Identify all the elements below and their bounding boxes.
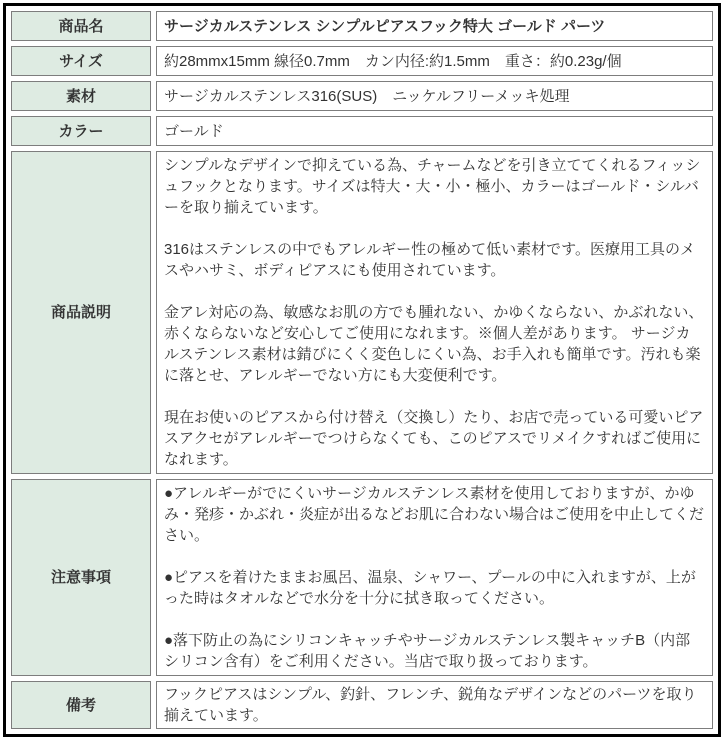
description-paragraph: 金アレ対応の為、敏感なお肌の方でも腫れない、かゆくならない、かぶれない、赤くならないなど安心してご使用になれます。※個人差があります。 サージカルステンレス素材は錆びにくく変色しにくい為、お手入れも簡単です。汚れも楽に落とせ、アレルギーでない方にも大変便利です。: [164, 304, 704, 384]
size-value: 約28mmx15mm 線径0.7mm カン内径:約1.5mm 重さ：約0.23g/個: [156, 46, 713, 76]
row-cautions: [11, 479, 713, 676]
material-value: サージカルステンレス316(SUS) ニッケルフリーメッキ処理: [156, 81, 713, 111]
cautions-value: [156, 479, 713, 676]
description-paragraph: 316はステンレスの中でもアレルギー性の極めて低い素材です。医療用工具のメスやハサミ、ボディピアスにも使用されています。: [164, 241, 695, 279]
color-label: カラー: [11, 116, 151, 146]
row-color: [11, 116, 713, 146]
caution-item: ●アレルギーがでにくいサージカルステンレス素材を使用しておりますが、かゆみ・発疹・かぶれ・炎症が出るなどお肌に合わない場合はご使用を中止してください。: [164, 485, 705, 544]
notes-value: フックピアスはシンプル、釣針、フレンチ、鋭角なデザインなどのパーツを取り揃えています。: [156, 681, 713, 729]
row-description: [11, 151, 713, 474]
color-value: ゴールド: [156, 116, 713, 146]
product-name-label: 商品名: [11, 11, 151, 41]
caution-item: ●ピアスを着けたままお風呂、温泉、シャワー、プールの中に入れますが、上がった時はタオルなどで水分を十分に拭き取ってください。: [164, 569, 696, 607]
product-name-value: サージカルステンレス シンプルピアスフック特大 ゴールド パーツ: [156, 11, 713, 41]
row-material: [11, 81, 713, 111]
product-spec-table: [3, 3, 721, 737]
description-label: 商品説明: [11, 151, 151, 474]
row-product-name: [11, 11, 713, 41]
row-notes: [11, 681, 713, 729]
description-value: [156, 151, 713, 474]
description-paragraph: シンプルなデザインで抑えている為、チャームなどを引き立ててくれるフィッシュフックとなります。サイズは特大・大・小・極小、カラーはゴールド・シルバーを取り揃えています。: [164, 157, 701, 216]
notes-label: 備考: [11, 681, 151, 729]
description-paragraph: 現在お使いのピアスから付け替え（交換し）たり、お店で売っている可愛いピアスアクセがアレルギーでつけらなくても、このピアスでリメイクすればご使用になれます。: [164, 409, 704, 468]
cautions-label: 注意事項: [11, 479, 151, 676]
row-size: [11, 46, 713, 76]
material-label: 素材: [11, 81, 151, 111]
size-label: サイズ: [11, 46, 151, 76]
caution-item: ●落下防止の為にシリコンキャッチやサージカルステンレス製キャッチB（内部シリコン含有）をご利用ください。当店で取り扱っております。: [164, 632, 691, 670]
